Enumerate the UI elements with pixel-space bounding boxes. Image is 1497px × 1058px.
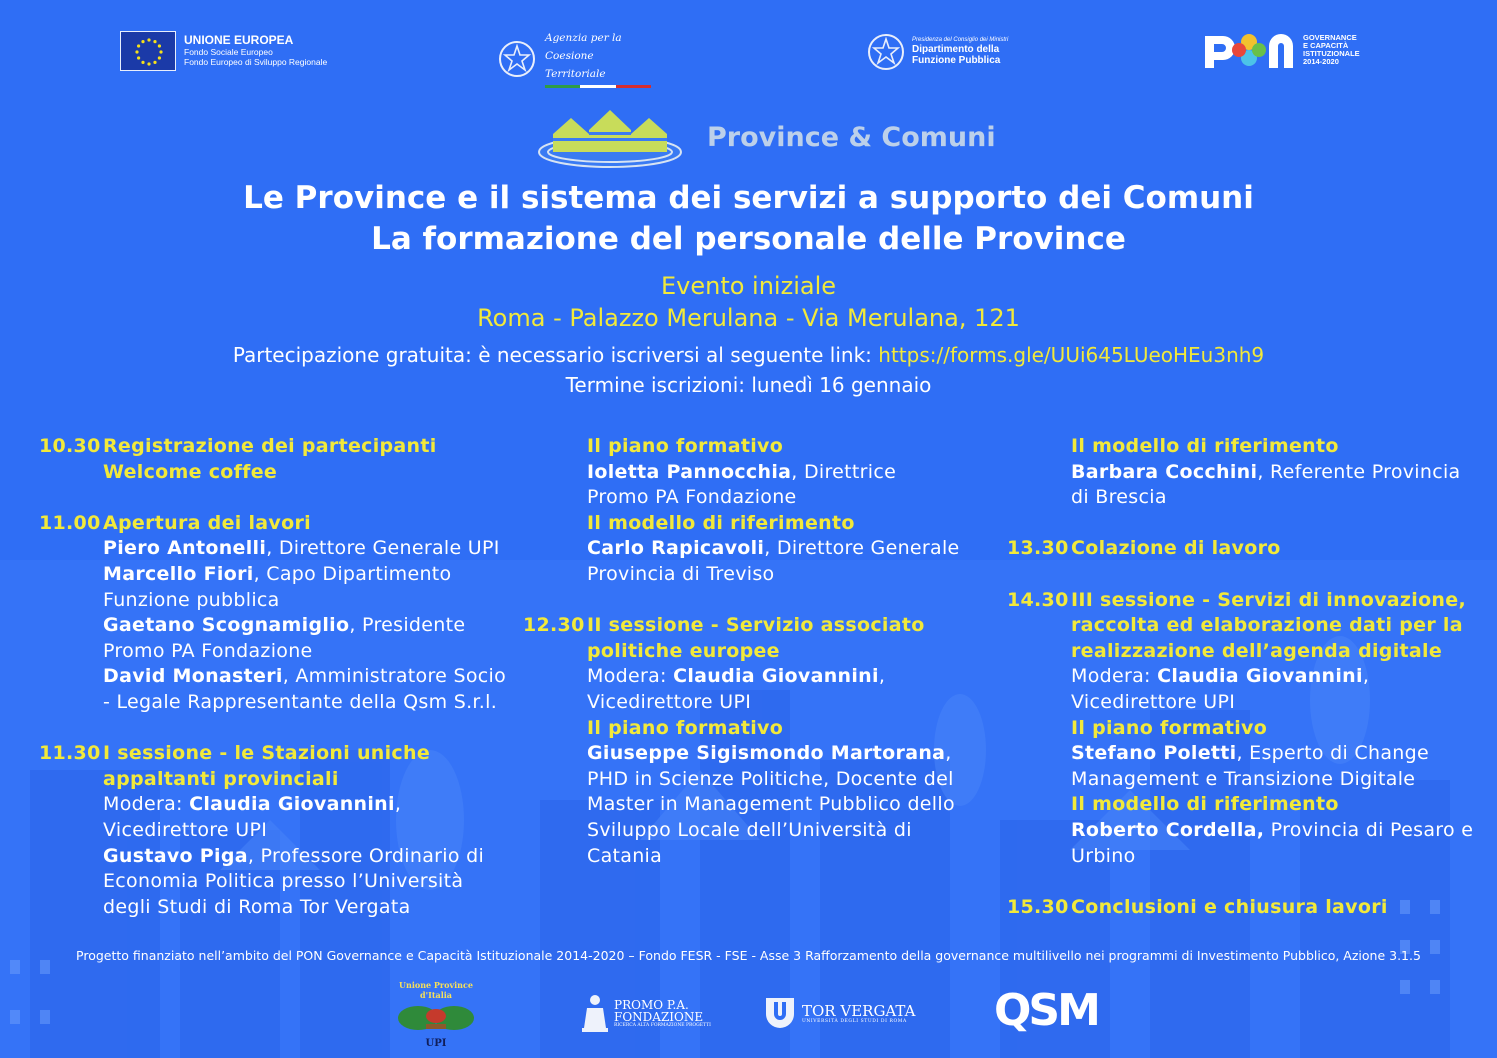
speaker-role: Economia Politica presso l’Università [103, 870, 464, 893]
speaker-role: PHD in Scienze Politiche, Docente del [587, 767, 954, 790]
agenda-title: Conclusioni e chiusura lavori [1071, 895, 1388, 918]
speaker-role: , Amministratore Socio [282, 665, 507, 688]
title-line1: Le Province e il sistema dei servizi a supporto dei Comuni [243, 180, 1254, 216]
moderator-label: Modera: [103, 793, 190, 816]
agenda-title: realizzazione dell’agenda digitale [1071, 639, 1443, 662]
speaker-name: Roberto Cordella, [1071, 818, 1265, 841]
speaker-role: , Direttore Generale [764, 537, 960, 560]
speaker-role: , Direttore Generale UPI [266, 537, 500, 560]
moderator-name: Claudia Giovannini [189, 793, 395, 816]
promo-pa-logo [580, 992, 711, 1034]
moderator-role: Vicedirettore UPI [1071, 690, 1236, 713]
agenda-title: I sessione - le Stazioni uniche [103, 742, 431, 765]
dfp-line2: Funzione Pubblica [912, 55, 1001, 67]
speaker-name: Carlo Rapicavoli [587, 537, 765, 560]
speaker-role: Provincia di Treviso [587, 562, 775, 585]
program-column-1 [39, 434, 509, 920]
eu-title: UNIONE EUROPEA [184, 33, 294, 48]
eu-line2: Fondo Europeo di Sviluppo Regionale [184, 56, 328, 67]
speaker-role: Promo PA Fondazione [587, 486, 797, 509]
agenda-title: politiche europee [587, 639, 780, 662]
program-column-3 [1007, 434, 1477, 920]
agenda-item [1007, 536, 1477, 562]
act-logo [497, 30, 655, 88]
dfp-line0: Presidenza del Consiglio dei Ministri [912, 37, 1009, 44]
section-label: Il piano formativo [1071, 716, 1268, 739]
event-location: Roma - Palazzo Merulana - Via Merulana, 121 [477, 304, 1020, 332]
partner-logos [0, 980, 1497, 1050]
funding-note: Progetto finanziato nell’ambito del PON Governance e Capacità Istituzionale 2014-2020 – Fondo FESR - FSE - Asse 3 Rafforzamento della governance multilivello nei programmi di Investimento Pubblico, Azione 3.1.5 [76, 948, 1421, 963]
agenda-item [1007, 434, 1477, 511]
agenda-subtitle: Welcome coffee [103, 460, 278, 483]
speaker-role: degli Studi di Roma Tor Vergata [103, 895, 411, 918]
speaker-role: Management e Transizione Digitale [1071, 767, 1416, 790]
event-info [0, 340, 1497, 400]
speaker-role: , Referente Provincia [1257, 460, 1461, 483]
moderator-name: Claudia Giovannini [673, 665, 879, 688]
speaker-name: Gaetano Scognamiglio [103, 614, 350, 637]
speaker-name: David Monasteri [103, 665, 283, 688]
moderator-label: Modera: [1071, 665, 1158, 688]
program-column-2 [523, 434, 993, 869]
speaker-role: - Legale Rappresentante della Qsm S.r.l. [103, 690, 498, 713]
speaker-role: Provincia di Pesaro e [1264, 818, 1474, 841]
speaker-role: , Presidente [349, 614, 466, 637]
act-line2: Coesione Territoriale [545, 49, 606, 80]
title-line2: La formazione del personale delle Province [371, 221, 1126, 257]
promo-line1: PROMO P.A. [614, 997, 689, 1012]
speaker-role: Master in Management Pubblico dello [587, 793, 955, 816]
speaker-role: , Capo Dipartimento [253, 562, 452, 585]
speaker-name: Piero Antonelli [103, 537, 267, 560]
republic-emblem-icon [866, 30, 906, 74]
pon-logo [1203, 30, 1360, 70]
speaker-name: Barbara Cocchini [1071, 460, 1258, 483]
agenda-time: 11.30 [39, 742, 101, 765]
section-label: Il piano formativo [587, 716, 784, 739]
tor-line2: UNIVERSITÀ DEGLI STUDI DI ROMA [802, 1018, 907, 1024]
tor-vergata-shield-icon [764, 996, 796, 1030]
agenda-title: Colazione di lavoro [1071, 537, 1281, 560]
registration-deadline: Termine iscrizioni: lunedì 16 gennaio [565, 373, 932, 397]
registration-link[interactable]: https://forms.gle/UUi645LUeoHEu3nh9 [878, 343, 1265, 367]
agenda-title: raccolta ed elaborazione dati per la [1071, 614, 1463, 637]
laurel-icon [396, 1000, 476, 1034]
speaker-name: Giuseppe Sigismondo Martorana [587, 742, 946, 765]
speaker-name: Gustavo Piga [103, 844, 248, 867]
pon-line4: 2014-2020 [1303, 56, 1339, 66]
qsm-logo: QSM [994, 985, 1098, 1036]
speaker-role: , Esperto di Change [1236, 742, 1429, 765]
pon-line2: E CAPACITÀ [1303, 41, 1349, 51]
agenda-item [1007, 895, 1477, 921]
agenda-title: II sessione - Servizio associato [587, 614, 925, 637]
agenda-item [39, 434, 509, 485]
eu-flag-icon [120, 31, 176, 71]
statue-icon [580, 992, 610, 1034]
section-label: Il modello di riferimento [587, 511, 855, 534]
agenda-time: 11.00 [39, 511, 101, 534]
upi-arc-text: Unione Province d'Italia [399, 980, 473, 1000]
agenda-title: Apertura dei lavori [103, 511, 311, 534]
agenda-title: Registrazione dei partecipanti [103, 435, 437, 457]
agenda-time: 10.30 [39, 435, 101, 457]
moderator-role: Vicedirettore UPI [103, 818, 268, 841]
speaker-name: Ioletta Pannocchia [587, 460, 792, 483]
speaker-role: , Direttrice [791, 460, 897, 483]
speaker-role: Urbino [1071, 844, 1136, 867]
event-subtitle [0, 270, 1497, 334]
promo-line3: RICERCA ALTA FORMAZIONE PROGETTI [614, 1022, 711, 1028]
tricolor-bar [545, 85, 651, 88]
republic-emblem-icon [497, 37, 537, 81]
agenda-time: 14.30 [1007, 588, 1069, 611]
agenda-title: appaltanti provinciali [103, 767, 339, 790]
agenda-item: 12.30 II sessione - Servizio associato politiche europee Modera: Claudia Giovannini, Vicedirettore UPI Il piano formativo Giuseppe Sigismondo Martorana, PHD in Scienze Politiche, Docente del Master in Management Pubblico dello Sviluppo Locale dell’Università di Catania [523, 613, 993, 869]
section-label: Il modello di riferimento [1071, 793, 1339, 816]
moderator-role: Vicedirettore UPI [587, 690, 752, 713]
moderator-name: Claudia Giovannini [1157, 665, 1363, 688]
agenda-time: 12.30 [523, 614, 585, 637]
pon-line1: GOVERNANCE [1303, 33, 1357, 43]
agenda-title: III sessione - Servizi di innovazione, [1071, 588, 1466, 611]
promo-line2: FONDAZIONE [614, 1009, 704, 1024]
agenda-item [523, 434, 993, 588]
dfp-logo [866, 30, 1008, 74]
speaker-role: Sviluppo Locale dell’Università di [587, 818, 912, 841]
agenda-item: 11.30 I sessione - le Stazioni uniche appaltanti provinciali Modera: Claudia Giovannini, Vicedirettore UPI Gustavo Piga, Professore Ordinario di Economia Politica presso l’Università degli Studi di Roma Tor Vergata [39, 741, 509, 920]
speaker-role: Catania [587, 844, 663, 867]
speaker-role: Funzione pubblica [103, 588, 280, 611]
moderator-label: Modera: [587, 665, 674, 688]
agenda-time: 13.30 [1007, 537, 1069, 560]
houses-icon [537, 104, 683, 170]
eu-line1: Fondo Sociale Europeo [184, 47, 273, 58]
eu-logo [120, 31, 327, 71]
pon-wordmark-icon [1203, 30, 1299, 70]
speaker-role: di Brescia [1071, 486, 1167, 509]
tor-line1: TOR VERGATA [802, 1001, 916, 1020]
event-label: Evento iniziale [660, 272, 837, 300]
upi-logo [396, 980, 476, 1049]
pon-line3: ISTITUZIONALE [1303, 49, 1360, 58]
province-comuni-brand [537, 104, 996, 170]
speaker-role: Promo PA Fondazione [103, 639, 313, 662]
act-line1: Agenzia per la [545, 32, 622, 44]
brand-name: Province & Comuni [707, 121, 996, 153]
participation-text: Partecipazione gratuita: è necessario iscriversi al seguente link: [232, 343, 879, 367]
tor-vergata-logo [764, 996, 915, 1030]
speaker-role: , Professore Ordinario di [247, 844, 485, 867]
agenda-item: 14.30 III sessione - Servizi di innovazione, raccolta ed elaborazione dati per la realizzazione dell’agenda digitale Modera: Claudia Giovannini, Vicedirettore UPI Il piano formativo Stefano Poletti, Esperto di Change Management e Transizione Digitale Il modello di riferimento Roberto Cordella, Provincia di Pesaro e Urbino [1007, 588, 1477, 870]
section-label: Il piano formativo [587, 435, 784, 457]
dfp-line1: Dipartimento della [912, 43, 1000, 55]
section-label: Il modello di riferimento [1071, 435, 1339, 457]
agenda-time: 15.30 [1007, 895, 1069, 918]
speaker-name: Marcello Fiori [103, 562, 254, 585]
agenda-item [39, 511, 509, 716]
upi-label: UPI [425, 1038, 447, 1049]
event-title [0, 178, 1497, 260]
speaker-name: Stefano Poletti [1071, 742, 1237, 765]
